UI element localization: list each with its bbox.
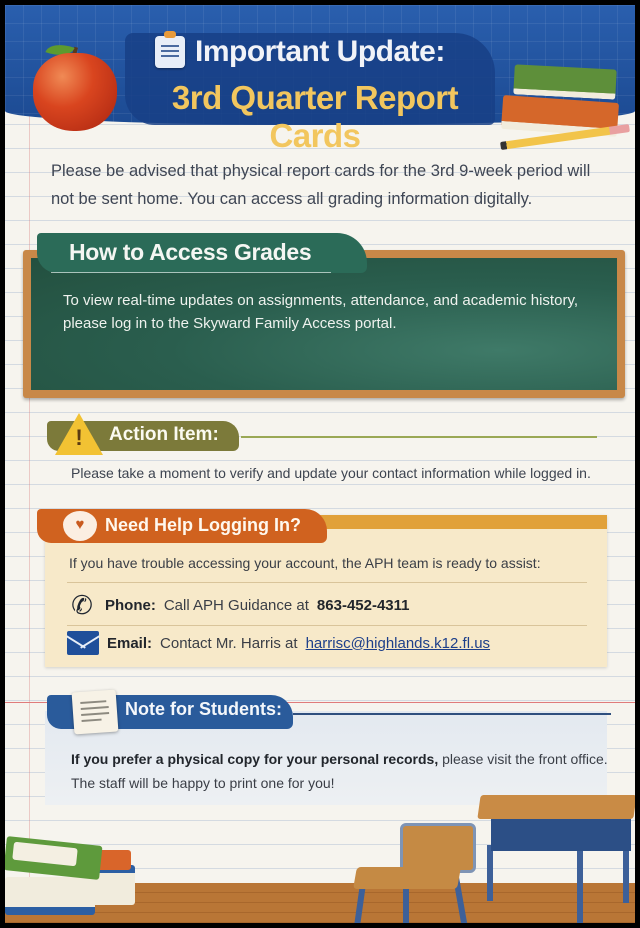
announcement-page: [5, 5, 635, 923]
warning-exclamation: !: [75, 425, 83, 450]
phone-number[interactable]: 863-452-4311: [316, 596, 410, 614]
help-intro: If you have trouble accessing your account, the APH team is ready to assist:: [69, 555, 541, 571]
email-row: [67, 631, 490, 655]
action-divider: [241, 436, 597, 438]
clipboard-icon: [155, 36, 185, 68]
action-text: Please take a moment to verify and update your contact information while logged in.: [71, 465, 591, 481]
help-title: Need Help Logging In?: [105, 515, 301, 535]
note-text-line2: The staff will be happy to print one for you!: [71, 775, 335, 791]
phone-label: Phone:: [105, 596, 156, 614]
header-subtitle: 3rd Quarter Report Cards: [171, 79, 459, 154]
email-link[interactable]: harrisc@highlands.k12.fl.us: [305, 634, 491, 652]
heart-icon: ♥: [63, 511, 97, 541]
phone-text: Call APH Guidance at: [163, 596, 309, 614]
apple-icon: [33, 53, 117, 131]
note-paper-icon: [72, 690, 119, 735]
phone-icon: ✆: [71, 590, 93, 620]
help-panel-top-bar: [285, 515, 607, 529]
note-text-bold: If you prefer a physical copy for your personal records,: [71, 751, 439, 767]
access-title-underline: [51, 272, 331, 273]
access-text: To view real-time updates on assignments, attendance, and academic history, please log in to the Skyward Family Access portal.: [63, 292, 578, 332]
header-title-row: [155, 35, 495, 69]
envelope-icon: [67, 631, 99, 655]
access-title: How to Access Grades: [69, 239, 312, 265]
note-divider: [293, 713, 611, 715]
header-title: Important Update:: [195, 35, 445, 68]
intro-text: Please be advised that physical report cards for the 3rd 9-week period will not be sent home. You can access all grading information digitally.: [51, 162, 591, 208]
help-divider: [67, 582, 587, 583]
email-text: Contact Mr. Harris at: [160, 634, 298, 652]
note-text: [71, 747, 611, 795]
help-divider: [67, 625, 587, 626]
action-title: Action Item:: [109, 424, 219, 445]
note-text-rest: please visit the front office.: [438, 751, 608, 767]
note-title: Note for Students:: [125, 699, 282, 719]
phone-row: [67, 590, 410, 620]
email-label: Email:: [107, 634, 153, 652]
